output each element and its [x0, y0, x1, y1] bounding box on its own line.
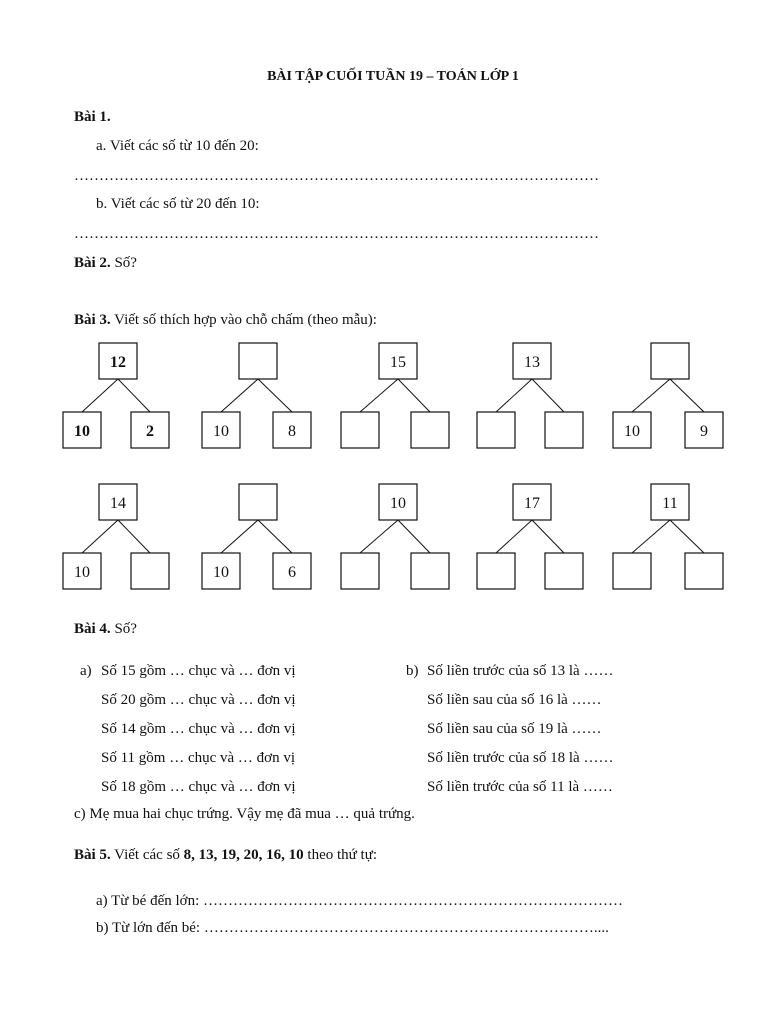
bond-top-value: 12 [110, 354, 126, 371]
bai4-b-item: Số liền trước của số 13 là …… [427, 663, 614, 679]
bond-right-box [131, 553, 169, 589]
bond-top-box [651, 343, 689, 379]
bond-connector-line [532, 520, 564, 553]
bond-connector-line [360, 379, 398, 412]
bond-connector-line [496, 520, 532, 553]
bai4-c-text: c) Mẹ mua hai chục trứng. Vậy mẹ đã mua … quả trứng. [74, 806, 415, 822]
bai5-a-text: a) Từ bé đến lớn: ………………………………………………………………………… [96, 893, 624, 909]
bai4-a-item: Số 11 gồm … chục và … đơn vị [101, 750, 296, 766]
bond-top-box [239, 484, 277, 520]
bond-connector-line [82, 379, 118, 412]
bai1-b-text: b. Viết các số từ 20 đến 10: [96, 196, 260, 212]
bond-right-box [545, 553, 583, 589]
bai4-text: Số? [110, 621, 137, 637]
bond-connector-line [632, 379, 670, 412]
bond-right-value: 6 [288, 564, 296, 581]
bond-right-box [411, 553, 449, 589]
bond-left-value: 10 [213, 423, 229, 440]
bond-left-value: 10 [213, 564, 229, 581]
bond-left-box [341, 553, 379, 589]
bai1-a-answer-line: …………………………………………………………………………………………… [74, 168, 599, 184]
bai5-numbers: 8, 13, 19, 20, 16, 10 [183, 847, 304, 863]
bond-top-value: 10 [390, 495, 406, 512]
bai4-heading: Bài 4. [74, 621, 111, 637]
bai4-a-item: Số 15 gồm … chục và … đơn vị [101, 663, 296, 679]
bond-top-value: 11 [662, 495, 678, 512]
bond-left-value: 10 [624, 423, 640, 440]
bond-connector-line [258, 379, 292, 412]
bai1-b-answer-line: …………………………………………………………………………………………… [74, 226, 599, 242]
bond-right-box [411, 412, 449, 448]
bond-connector-line [360, 520, 398, 553]
bond-top-value: 13 [524, 354, 540, 371]
bond-left-value: 10 [74, 423, 90, 440]
bond-top-value: 15 [390, 354, 406, 371]
bond-connector-line [632, 520, 670, 553]
bond-connector-line [398, 379, 430, 412]
bond-left-box [477, 553, 515, 589]
bai4-b-item: Số liền trước của số 11 là …… [427, 779, 613, 795]
bai4-a-item: Số 14 gồm … chục và … đơn vị [101, 721, 296, 737]
bai5-b-text: b) Từ lớn đến bé: …………………………………………………………………….... [96, 920, 609, 936]
bai5-heading: Bài 5. [74, 847, 111, 863]
bond-left-value: 10 [74, 564, 90, 581]
bai2-text: Số? [110, 255, 137, 271]
bai4-b-label: b) [406, 663, 419, 679]
bond-right-value: 8 [288, 423, 296, 440]
bond-connector-line [258, 520, 292, 553]
bai5-text-pre: Viết các số [110, 847, 184, 863]
bond-left-box [341, 412, 379, 448]
bond-connector-line [532, 379, 564, 412]
bond-top-value: 14 [110, 495, 126, 512]
bai3-text: Viết số thích hợp vào chỗ chấm (theo mẫu): [110, 312, 377, 328]
bond-right-box [685, 553, 723, 589]
bond-connector-line [398, 520, 430, 553]
bond-connector-line [670, 520, 704, 553]
bai3-heading: Bài 3. [74, 312, 111, 328]
bond-connector-line [82, 520, 118, 553]
bai5-text-post: theo thứ tự: [303, 847, 377, 863]
bai4-line [74, 620, 137, 638]
bond-connector-line [496, 379, 532, 412]
bond-connector-line [221, 520, 258, 553]
bond-connector-line [221, 379, 258, 412]
bond-connector-line [118, 520, 150, 553]
bai4-a-item: Số 20 gồm … chục và … đơn vị [101, 692, 296, 708]
bond-left-box [613, 553, 651, 589]
bond-left-box [477, 412, 515, 448]
bond-top-value: 17 [524, 495, 540, 512]
bond-right-value: 9 [700, 423, 708, 440]
bai4-a-label: a) [80, 663, 92, 679]
bond-connector-line [670, 379, 704, 412]
worksheet-title: BÀI TẬP CUỐI TUẦN 19 – TOÁN LỚP 1 [267, 69, 519, 84]
bond-connector-line [118, 379, 150, 412]
bai1-heading: Bài 1. [74, 109, 111, 125]
bai4-b-item: Số liền sau của số 16 là …… [427, 692, 602, 708]
bai4-b-item: Số liền trước của số 18 là …… [427, 750, 614, 766]
bai2-heading: Bài 2. [74, 255, 111, 271]
bond-right-value: 2 [146, 423, 154, 440]
bond-right-box [545, 412, 583, 448]
bai5-line [74, 846, 377, 864]
bond-top-box [239, 343, 277, 379]
bai4-a-item: Số 18 gồm … chục và … đơn vị [101, 779, 296, 795]
bai4-b-item: Số liền sau của số 19 là …… [427, 721, 602, 737]
bai1-a-text: a. Viết các số từ 10 đến 20: [96, 138, 259, 154]
